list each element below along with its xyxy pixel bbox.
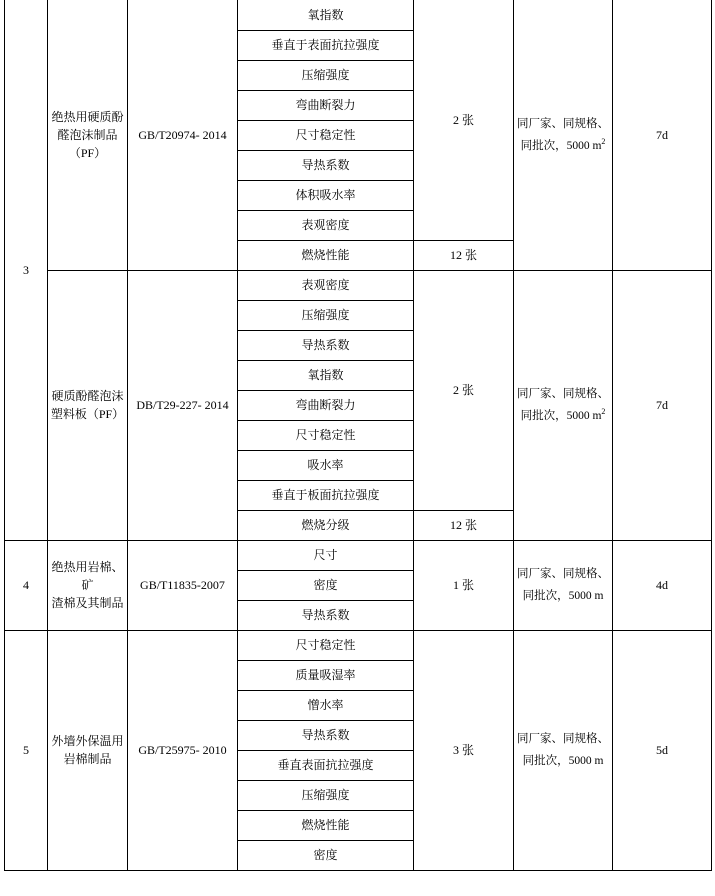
test-item-cell: 表观密度 (238, 210, 414, 240)
sample-quantity-extra-cell: 12 张 (414, 510, 514, 540)
material-name-cell (48, 630, 128, 870)
standard-cell: GB/T25975- 2010 (128, 630, 238, 870)
test-item-cell: 氧指数 (238, 360, 414, 390)
test-item-cell: 压缩强度 (238, 60, 414, 90)
material-name-line: 岩棉制品 (63, 752, 112, 766)
inspection-table-body (5, 0, 712, 870)
batch-requirement-line: 同厂家、同规格、 (517, 117, 609, 130)
batch-requirement-line: 同批次，5000 m (520, 139, 602, 152)
sample-quantity-cell: 3 张 (414, 630, 514, 870)
test-item-cell: 燃烧性能 (238, 240, 414, 270)
inspection-table-page (4, 0, 711, 896)
group-number-cell: 3 (5, 0, 48, 540)
unit-superscript: 2 (601, 136, 606, 146)
test-item-cell: 垂直表面抗拉强度 (238, 750, 414, 780)
material-name-line: 醛泡沫制品 (57, 127, 118, 142)
test-item-cell: 垂直于表面抗拉强度 (238, 30, 414, 60)
batch-requirement-cell (514, 630, 613, 870)
material-name-line: 外墙外保温用 (51, 734, 124, 748)
test-item-cell: 导热系数 (238, 720, 414, 750)
test-item-cell: 尺寸稳定性 (238, 120, 414, 150)
group-number-cell: 5 (5, 630, 48, 870)
test-item-cell: 燃烧性能 (238, 810, 414, 840)
test-item-cell: 垂直于板面抗拉强度 (238, 480, 414, 510)
test-item-cell: 导热系数 (238, 330, 414, 360)
batch-requirement-line: 同厂家、同规格、 (517, 388, 609, 400)
test-period-cell: 4d (613, 540, 712, 630)
batch-requirement-line: 同批次，5000 m (522, 590, 604, 602)
sample-quantity-cell: 2 张 (414, 270, 514, 510)
material-name-line: 绝热用硬质酚 (51, 109, 124, 124)
test-item-cell: 导热系数 (238, 600, 414, 630)
table-row (5, 0, 712, 30)
test-item-cell: 尺寸稳定性 (238, 630, 414, 660)
material-name-cell (48, 540, 128, 630)
batch-requirement-cell (514, 0, 613, 270)
batch-requirement-line: 同批次，5000 m (522, 755, 604, 767)
test-item-cell: 导热系数 (238, 150, 414, 180)
test-item-cell: 密度 (238, 840, 414, 870)
material-name-line: 绝热用岩棉、矿 (51, 560, 124, 592)
test-item-cell: 尺寸稳定性 (238, 420, 414, 450)
test-item-cell: 密度 (238, 570, 414, 600)
test-item-cell: 憎水率 (238, 690, 414, 720)
table-row (5, 540, 712, 570)
batch-requirement-line: 同厂家、同规格、 (517, 733, 609, 745)
test-item-cell: 氧指数 (238, 0, 414, 30)
standard-cell: DB/T29-227- 2014 (128, 270, 238, 540)
test-item-cell: 弯曲断裂力 (238, 90, 414, 120)
material-name-line: 渣棉及其制品 (51, 596, 124, 610)
table-row (5, 630, 712, 660)
test-item-cell: 压缩强度 (238, 300, 414, 330)
test-period-cell: 7d (613, 0, 712, 270)
batch-requirement-line: 同批次，5000 m (520, 410, 602, 422)
test-item-cell: 压缩强度 (238, 780, 414, 810)
sample-quantity-cell: 1 张 (414, 540, 514, 630)
test-item-cell: 弯曲断裂力 (238, 390, 414, 420)
material-name-cell (48, 270, 128, 540)
group-number-cell: 4 (5, 540, 48, 630)
test-item-cell: 体积吸水率 (238, 180, 414, 210)
batch-requirement-cell (514, 270, 613, 540)
material-name-line: （PF） (68, 145, 107, 160)
material-name-line: 塑料板（PF） (50, 407, 125, 421)
test-item-cell: 表观密度 (238, 270, 414, 300)
standard-cell: GB/T11835-2007 (128, 540, 238, 630)
table-row (5, 270, 712, 300)
batch-requirement-cell (514, 540, 613, 630)
sample-quantity-cell: 2 张 (414, 0, 514, 240)
inspection-table (4, 0, 712, 871)
test-period-cell: 5d (613, 630, 712, 870)
sample-quantity-extra-cell: 12 张 (414, 240, 514, 270)
test-item-cell: 燃烧分级 (238, 510, 414, 540)
standard-cell: GB/T20974- 2014 (128, 0, 238, 270)
unit-superscript: 2 (601, 407, 606, 417)
test-period-cell: 7d (613, 270, 712, 540)
test-item-cell: 质量吸湿率 (238, 660, 414, 690)
material-name-cell (48, 0, 128, 270)
batch-requirement-line: 同厂家、同规格、 (517, 568, 609, 580)
material-name-line: 硬质酚醛泡沫 (51, 389, 124, 403)
test-item-cell: 尺寸 (238, 540, 414, 570)
test-item-cell: 吸水率 (238, 450, 414, 480)
